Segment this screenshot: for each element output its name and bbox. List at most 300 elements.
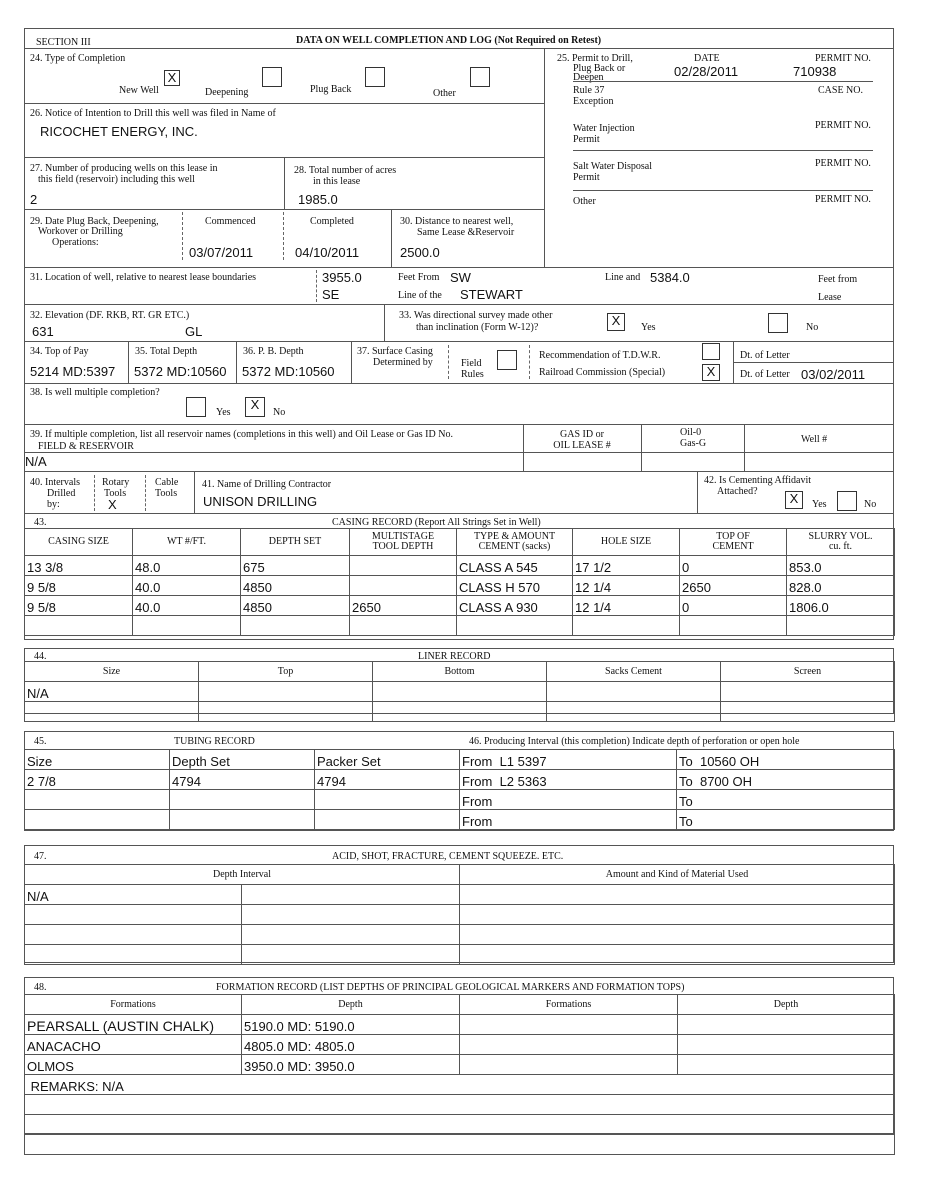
col-depth-2: Depth — [678, 995, 895, 1015]
divider — [24, 341, 894, 342]
divider — [733, 362, 894, 363]
cell — [25, 925, 242, 945]
col-material-used: Amount and Kind of Material Used — [460, 865, 895, 885]
top-of-pay-value: 5214 MD:5397 — [30, 364, 116, 379]
table-row — [25, 1115, 895, 1135]
col-depth-set: DEPTH SET — [241, 529, 350, 556]
col-tubing-size: Size — [25, 750, 170, 770]
table-row — [25, 616, 895, 636]
cell: CLASS H 570 — [457, 576, 573, 596]
total-depth-value: 5372 MD:10560 — [134, 364, 227, 379]
cell: 4850 — [241, 576, 350, 596]
rule-37-label: Rule 37 — [573, 85, 605, 96]
col-depth: Depth — [242, 995, 460, 1015]
field-rules-label: Field — [461, 358, 482, 369]
col-cement-type-1: TYPE & AMOUNT — [473, 531, 556, 542]
elevation-value: 631 — [32, 324, 54, 339]
col-casing-size: CASING SIZE — [25, 529, 133, 556]
cell — [241, 616, 350, 636]
col-slurry-2: cu. ft. — [828, 541, 853, 552]
from-label: From — [462, 754, 493, 769]
table-row — [25, 1015, 895, 1035]
line-of-the-label: Line of the — [398, 290, 442, 301]
notice-label: 26. Notice of Intention to Drill this well was filed in Name of — [30, 108, 276, 119]
cell — [678, 1015, 895, 1035]
cell — [460, 945, 895, 965]
completed-label: Completed — [310, 216, 354, 227]
divider — [24, 209, 544, 210]
table-row — [25, 945, 895, 965]
table-row — [25, 1135, 895, 1155]
cell — [547, 682, 721, 702]
cell: CLASS A 930 — [457, 596, 573, 616]
affidavit-no-checkbox[interactable] — [837, 491, 857, 511]
cell: 0 — [680, 556, 787, 576]
rotary-label-2: Tools — [104, 488, 127, 499]
cell — [373, 682, 547, 702]
col-tubing-depth: Depth Set — [170, 750, 315, 770]
table-row — [25, 576, 895, 596]
cell — [350, 556, 457, 576]
cell — [460, 750, 677, 770]
table-row — [25, 682, 895, 702]
oil-gas-label: Oil-0 — [680, 427, 702, 438]
elevation-type: GL — [185, 324, 203, 339]
col-liner-sacks: Sacks Cement — [547, 662, 721, 682]
cell — [25, 945, 242, 965]
table-row — [25, 885, 895, 905]
divider — [284, 157, 285, 209]
remarks-line — [25, 1115, 895, 1135]
cell: 13 3/8 — [25, 556, 133, 576]
lease-name: STEWART — [460, 287, 523, 302]
table-row — [25, 905, 895, 925]
divider — [529, 345, 530, 379]
cell — [680, 616, 787, 636]
distance-1: 3955.0 — [322, 270, 362, 285]
water-injection-label: Water Injection — [573, 123, 635, 134]
new-well-checkbox[interactable]: X — [164, 70, 180, 86]
acres-label-2: in this lease — [313, 176, 361, 187]
directional-survey-label-2: than inclination (Form W-12)? — [416, 322, 539, 333]
cell: 5190.0 MD: 5190.0 — [242, 1015, 460, 1035]
cell: PEARSALL (AUSTIN CHALK) — [25, 1015, 242, 1035]
col-top-cement-1: TOP OF — [716, 531, 750, 542]
cell — [199, 702, 373, 722]
cell — [350, 576, 457, 596]
table-row — [460, 790, 895, 810]
cell — [199, 682, 373, 702]
table-row — [25, 810, 460, 830]
divider — [351, 341, 352, 383]
cell — [677, 810, 895, 830]
col-slurry-1: SLURRY VOL. — [808, 531, 873, 542]
acid-title: ACID, SHOT, FRACTURE, CEMENT SQUEEZE. ETC. — [332, 851, 564, 862]
water-injection-permit-label: PERMIT NO. — [815, 120, 871, 131]
cell — [242, 945, 460, 965]
col-liner-top: Top — [199, 662, 373, 682]
cell: 12 1/4 — [573, 596, 680, 616]
cell — [460, 790, 677, 810]
cell — [460, 810, 677, 830]
line-and-label: Line and — [605, 272, 641, 283]
oil-gas-label-2: Gas-G — [680, 438, 707, 449]
case-no-label: CASE NO. — [818, 85, 864, 96]
dates-label-3: Operations: — [52, 237, 99, 248]
section-title: DATA ON WELL COMPLETION AND LOG (Not Required on Retest) — [296, 35, 602, 46]
table-row — [25, 790, 460, 810]
producing-wells-value: 2 — [30, 192, 38, 207]
acres-label: 28. Total number of acres — [294, 165, 397, 176]
divider — [391, 209, 392, 267]
from-label: From — [462, 814, 493, 829]
multiple-yes-checkbox[interactable] — [186, 397, 206, 417]
producing-interval-table — [459, 749, 895, 830]
cell — [677, 770, 895, 790]
divider — [24, 424, 894, 425]
pb-depth-label: 36. P. B. Depth — [243, 346, 304, 357]
salt-water-label-2: Permit — [573, 172, 600, 183]
cell — [460, 1015, 678, 1035]
divider — [544, 48, 545, 267]
cell — [315, 790, 460, 810]
divider — [94, 475, 95, 511]
table-row — [25, 770, 460, 790]
cell: 853.0 — [787, 556, 895, 576]
cable-label-2: Tools — [155, 488, 178, 499]
letter-date-value: 03/02/2011 — [801, 367, 866, 382]
from-label: From — [462, 774, 493, 789]
letter-date-label: Dt. of Letter — [740, 350, 790, 361]
tdwr-checkbox[interactable] — [702, 343, 720, 360]
other-permit-label: Other — [573, 196, 596, 207]
surface-casing-label: 37. Surface Casing — [357, 346, 433, 357]
cell: 12 1/4 — [573, 576, 680, 596]
commenced-label: Commenced — [205, 216, 256, 227]
affidavit-no-label: No — [864, 499, 877, 510]
field-rules-checkbox[interactable] — [497, 350, 517, 370]
table-row — [460, 770, 895, 790]
cell: 675 — [241, 556, 350, 576]
to-label: To — [679, 814, 693, 829]
directional-yes-checkbox[interactable]: X — [607, 313, 625, 331]
table-row — [460, 750, 895, 770]
directional-survey-label: 33. Was directional survey made other — [399, 310, 553, 321]
cell — [25, 790, 170, 810]
cell — [25, 702, 199, 722]
cell: 2 7/8 — [25, 770, 170, 790]
gas-id-label: GAS ID or — [560, 429, 604, 440]
cell: 9 5/8 — [25, 596, 133, 616]
multiple-no-checkbox[interactable]: X — [245, 397, 265, 417]
remarks-line — [25, 1135, 895, 1155]
cell — [677, 790, 895, 810]
cell: 9 5/8 — [25, 576, 133, 596]
producing-interval-title: 46. Producing Interval (this completion) Indicate depth of perforation or open hole — [469, 736, 800, 747]
to-label: To — [679, 794, 693, 809]
cell — [460, 925, 895, 945]
divider — [24, 383, 894, 384]
rrc-label: Railroad Commission (Special) — [539, 367, 666, 378]
casing-table — [24, 528, 895, 636]
cell — [457, 616, 573, 636]
well-number-label: Well # — [801, 434, 828, 445]
col-cement-type-2: CEMENT (sacks) — [478, 541, 551, 552]
contractor-value: UNISON DRILLING — [203, 494, 318, 509]
direction-1: SW — [450, 270, 471, 285]
salt-water-permit-label: PERMIT NO. — [815, 158, 871, 169]
divider — [573, 150, 873, 151]
rule-37-label-2: Exception — [573, 96, 614, 107]
cable-label: Cable — [155, 477, 179, 488]
cell — [547, 702, 721, 722]
letter-date-label-2: Dt. of Letter — [740, 369, 790, 380]
permit-label-3: Deepen — [573, 72, 604, 83]
col-formations-2: Formations — [460, 995, 678, 1015]
formation-number: 48. — [34, 982, 47, 993]
divider — [24, 48, 894, 49]
divider — [448, 345, 449, 379]
feet-from-label-2: Feet from — [818, 274, 858, 285]
cell: 48.0 — [133, 556, 241, 576]
cell — [170, 790, 315, 810]
tdwr-label: Recommendation of T.D.W.R. — [539, 350, 661, 361]
cell: CLASS A 545 — [457, 556, 573, 576]
cell — [573, 616, 680, 636]
cell — [678, 1035, 895, 1055]
to-label: To — [679, 754, 693, 769]
tubing-number: 45. — [34, 736, 47, 747]
casing-title: CASING RECORD (Report All Strings Set in Well) — [332, 517, 541, 528]
col-multistage — [350, 529, 457, 556]
col-liner-size: Size — [25, 662, 199, 682]
remarks-line — [25, 1095, 895, 1115]
table-row — [25, 596, 895, 616]
divider — [573, 81, 873, 82]
distance-label: 30. Distance to nearest well, — [400, 216, 514, 227]
salt-water-label: Salt Water Disposal — [573, 161, 652, 172]
dates-label: 29. Date Plug Back, Deepening, — [30, 216, 159, 227]
cell: 40.0 — [133, 596, 241, 616]
divider — [24, 471, 894, 472]
directional-yes-label: Yes — [641, 322, 656, 333]
cell — [25, 616, 133, 636]
location-label: 31. Location of well, relative to nearest lease boundaries — [30, 272, 257, 283]
operator-name: RICOCHET ENERGY, INC. — [40, 124, 198, 139]
multiple-completion-label: 38. Is well multiple completion? — [30, 387, 160, 398]
cementing-affidavit-label-2: Attached? — [717, 486, 758, 497]
deepening-checkbox[interactable] — [262, 67, 282, 87]
col-formations: Formations — [25, 995, 242, 1015]
directional-no-checkbox[interactable] — [768, 313, 788, 333]
section-label: SECTION III — [36, 37, 91, 48]
surface-casing-label-2: Determined by — [373, 357, 433, 368]
tubing-title: TUBING RECORD — [174, 736, 255, 747]
plug-back-checkbox[interactable] — [365, 67, 385, 87]
other-checkbox[interactable] — [470, 67, 490, 87]
cell: 4794 — [315, 770, 460, 790]
contractor-label: 41. Name of Drilling Contractor — [202, 479, 332, 490]
divider — [744, 424, 745, 471]
completed-date: 04/10/2011 — [295, 245, 360, 260]
permit-date: 02/28/2011 — [674, 64, 739, 79]
cell: 4850 — [241, 596, 350, 616]
remarks: REMARKS: N/A — [25, 1075, 895, 1095]
table-row — [25, 1055, 895, 1075]
cell — [170, 810, 315, 830]
divider — [24, 513, 894, 514]
col-liner-screen: Screen — [721, 662, 895, 682]
cell: 2650 — [680, 576, 787, 596]
permit-label-2: Plug Back or — [573, 63, 626, 74]
cell — [242, 905, 460, 925]
cell — [315, 810, 460, 830]
producing-wells-label-2: this field (reservoir) including this well — [38, 174, 195, 185]
cell: 1806.0 — [787, 596, 895, 616]
cell: 2650 — [350, 596, 457, 616]
cell — [25, 810, 170, 830]
total-depth-label: 35. Total Depth — [135, 346, 198, 357]
intervals-label-2: Drilled — [47, 488, 76, 499]
cell: OLMOS — [25, 1055, 242, 1075]
distance-label-2: Same Lease &Reservoir — [417, 227, 515, 238]
liner-title: LINER RECORD — [418, 651, 491, 662]
field-rules-label-2: Rules — [461, 369, 484, 380]
cell: 0 — [680, 596, 787, 616]
multiple-yes-label: Yes — [216, 407, 231, 418]
cell — [133, 616, 241, 636]
cell — [460, 1035, 678, 1055]
reservoir-value: N/A — [25, 454, 47, 469]
col-top-cement — [680, 529, 787, 556]
cell — [460, 885, 895, 905]
liner-number: 44. — [34, 651, 47, 662]
dates-label-2: Workover or Drilling — [38, 226, 123, 237]
other-label: Other — [433, 88, 456, 99]
multiple-no-label: No — [273, 407, 286, 418]
commenced-date: 03/07/2011 — [189, 245, 254, 260]
cell — [787, 616, 895, 636]
acid-number: 47. — [34, 851, 47, 862]
cell: 40.0 — [133, 576, 241, 596]
intervals-label: 40. Intervals — [30, 477, 80, 488]
multiple-reservoir-label: 39. If multiple completion, list all reservoir names (completions in this well) and Oil Lease or Gas ID No. — [30, 429, 453, 440]
affidavit-yes-checkbox[interactable]: X — [785, 491, 803, 509]
cell — [677, 750, 895, 770]
col-multistage-2: TOOL DEPTH — [372, 541, 434, 552]
col-packer-set: Packer Set — [315, 750, 460, 770]
distance-2: 5384.0 — [650, 270, 690, 285]
direction-2: SE — [322, 287, 340, 302]
formation-title: FORMATION RECORD (LIST DEPTHS OF PRINCIPAL GEOLOGICAL MARKERS AND FORMATION TOPS) — [216, 982, 685, 993]
col-slurry — [787, 529, 895, 556]
plug-back-label: Plug Back — [310, 84, 352, 95]
divider — [236, 341, 237, 383]
date-header: DATE — [694, 53, 720, 64]
table-row — [25, 1075, 895, 1095]
cell — [350, 616, 457, 636]
col-cement-type — [457, 529, 573, 556]
cell: 828.0 — [787, 576, 895, 596]
cementing-affidavit-label: 42. Is Cementing Affidavit — [704, 475, 812, 486]
affidavit-yes-label: Yes — [812, 499, 827, 510]
cell: 4805.0 MD: 4805.0 — [242, 1035, 460, 1055]
casing-number: 43. — [34, 517, 47, 528]
table-row — [25, 925, 895, 945]
cell: N/A — [25, 682, 199, 702]
to-value: 10560 OH — [699, 754, 760, 769]
to-label: To — [679, 774, 693, 789]
formation-table — [24, 994, 895, 1155]
cell: 3950.0 MD: 3950.0 — [242, 1055, 460, 1075]
water-injection-label-2: Permit — [573, 134, 600, 145]
cell — [678, 1055, 895, 1075]
cell: 4794 — [170, 770, 315, 790]
divider — [697, 471, 698, 513]
distance-value: 2500.0 — [400, 245, 440, 260]
table-row — [25, 702, 895, 722]
cell — [242, 885, 460, 905]
col-liner-bottom: Bottom — [373, 662, 547, 682]
deepening-label: Deepening — [205, 87, 249, 98]
rrc-checkbox[interactable]: X — [702, 364, 720, 381]
cell — [25, 905, 242, 925]
acres-value: 1985.0 — [298, 192, 338, 207]
divider — [182, 212, 183, 260]
field-reservoir-label: FIELD & RESERVOIR — [38, 441, 134, 452]
lease-label: Lease — [818, 292, 842, 303]
elevation-label: 32. Elevation (DF. RKB, RT. GR ETC.) — [30, 310, 190, 321]
pb-depth-value: 5372 MD:10560 — [242, 364, 335, 379]
divider — [24, 103, 544, 104]
divider — [316, 270, 317, 302]
table-row — [460, 810, 895, 830]
table-row — [25, 750, 460, 770]
to-value: 8700 OH — [699, 774, 753, 789]
table-row — [25, 1095, 895, 1115]
col-weight: WT #/FT. — [133, 529, 241, 556]
rotary-mark: X — [108, 497, 117, 512]
gas-id-label-2: OIL LEASE # — [553, 440, 611, 451]
cell — [242, 925, 460, 945]
col-depth-interval: Depth Interval — [25, 865, 460, 885]
cell — [373, 702, 547, 722]
cell — [460, 770, 677, 790]
cell — [721, 682, 895, 702]
from-value: L2 5363 — [499, 774, 547, 789]
cell: N/A — [25, 885, 242, 905]
from-value: L1 5397 — [499, 754, 547, 769]
cell: ANACACHO — [25, 1035, 242, 1055]
permit-label-1: 25. Permit to Drill, — [557, 53, 633, 64]
cell — [721, 702, 895, 722]
cell: 17 1/2 — [573, 556, 680, 576]
rotary-label: Rotary — [102, 477, 130, 488]
divider — [384, 304, 385, 341]
table-row — [25, 1035, 895, 1055]
tubing-table — [24, 749, 460, 830]
table-row — [25, 556, 895, 576]
divider — [24, 452, 894, 453]
permit-no-header: PERMIT NO. — [815, 53, 871, 64]
feet-from-label: Feet From — [398, 272, 440, 283]
completion-type-label: 24. Type of Completion — [30, 53, 126, 64]
from-label: From — [462, 794, 493, 809]
cell — [460, 1055, 678, 1075]
col-hole-size: HOLE SIZE — [573, 529, 680, 556]
divider — [145, 475, 146, 511]
col-top-cement-2: CEMENT — [712, 541, 754, 552]
